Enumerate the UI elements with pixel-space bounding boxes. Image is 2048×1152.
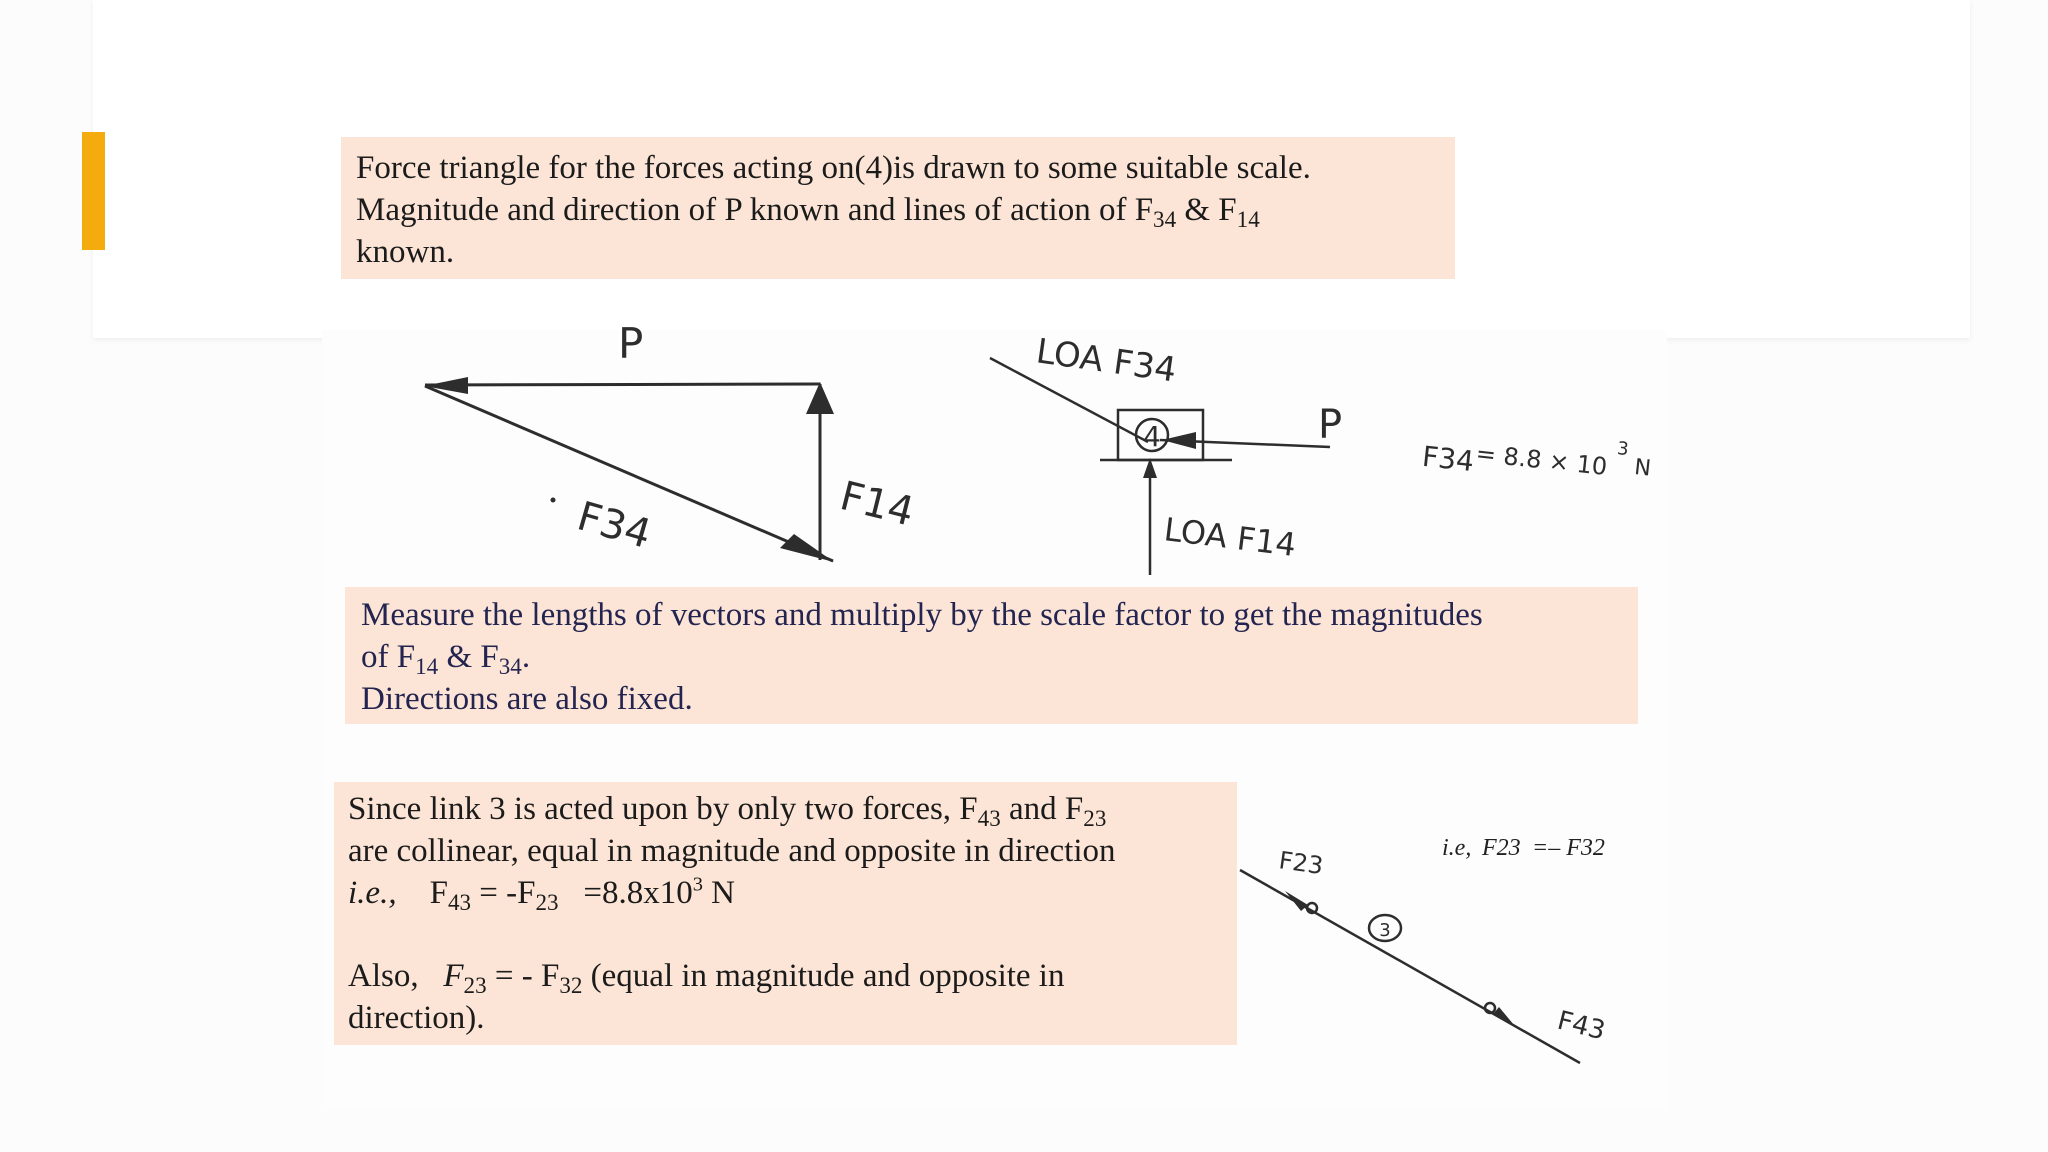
result-equation: = 8.8 × 10 xyxy=(1474,439,1609,481)
label-f43: F43 xyxy=(1554,1005,1609,1047)
box1-line2: Magnitude and direction of P known and lines of action of $F_{34}$ & $F_{14}$ xyxy=(356,192,1260,232)
link3-note-ie: i.e, xyxy=(1442,835,1472,861)
vector-f14-arrowhead xyxy=(806,382,834,414)
loa-f34-label: LOA F34 xyxy=(1033,331,1179,391)
loa-f14-label: LOA F14 xyxy=(1162,510,1299,565)
triangle-label-f14: F14 xyxy=(835,473,919,536)
link3-number: 3 xyxy=(1379,920,1391,941)
result-note xyxy=(1421,418,1654,497)
box1-line1: Force triangle for the forces acting on(4)is drawn to some suitable scale. xyxy=(356,150,1311,186)
box2-line3: Directions are also fixed. xyxy=(361,681,693,717)
box3-line4: Also, $F_{23}$ = - $F_{32}$ (equal in magnitude and opposite in xyxy=(348,958,1065,998)
label-f23: F23 xyxy=(1277,846,1325,881)
link3-note-f23: F23 xyxy=(1482,835,1521,861)
link3-line xyxy=(1240,870,1580,1063)
box3-line2: are collinear, equal in magnitude and opposite in direction xyxy=(348,833,1116,869)
box3-line3: i.e., $F_{43} = -F_{23}$ $=8.8x10^3$ N xyxy=(348,873,736,915)
vector-p-line xyxy=(425,384,820,385)
link4-label: 4 xyxy=(1143,420,1161,453)
result-unit: N xyxy=(1633,454,1653,482)
box1-line3: known. xyxy=(356,234,455,270)
triangle-label-f34: F34 xyxy=(572,493,656,558)
link3-diagram xyxy=(1240,870,1580,1063)
triangle-label-p: P xyxy=(618,319,644,368)
result-exponent: 3 xyxy=(1616,438,1630,461)
result-f34: F34 xyxy=(1420,439,1476,479)
vector-p-arrowhead xyxy=(424,377,468,394)
loa-p-label: P xyxy=(1318,402,1343,448)
box2-line2: of $F_{14}$ & $F_{34}$. xyxy=(361,639,531,679)
box3-line5: direction). xyxy=(348,1000,485,1036)
vector-f34-arrowhead xyxy=(780,534,834,562)
box2-line1: Measure the lengths of vectors and multiply by the scale factor to get the magnitudes xyxy=(361,597,1483,633)
stray-dot xyxy=(551,498,556,503)
link3-note-eq: =– F32 xyxy=(1532,835,1605,861)
box3-line1: Since link 3 is acted upon by only two forces, $F_{43}$ and $F_{23}$ xyxy=(348,791,1107,831)
